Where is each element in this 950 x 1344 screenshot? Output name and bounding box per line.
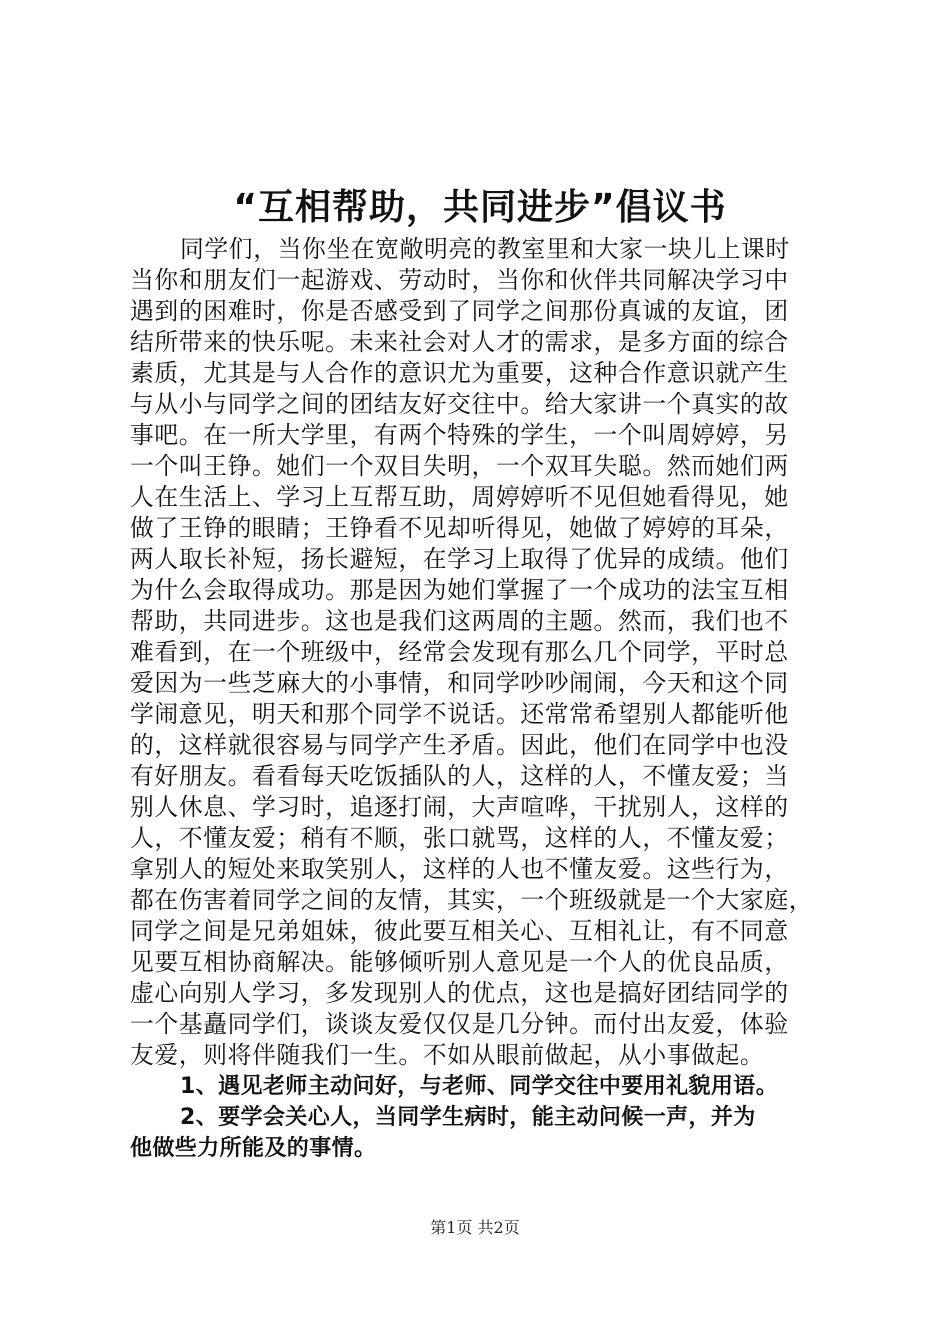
paragraph-line: 素质，尤其是与人合作的意识尤为重要，这种合作意识就产生 (130, 359, 789, 387)
paragraph-line: 帮助，共同进步。这也是我们这两周的主题。然而，我们也不 (130, 607, 789, 635)
paragraph-line: 爱因为一些芝麻大的小事情，和同学吵吵闹闹，今天和这个同 (130, 669, 789, 697)
paragraph-line: 的，这样就很容易与同学产生矛盾。因此，他们在同学中也没 (130, 731, 789, 759)
paragraph-line: 做了王铮的眼睛；王铮看不见却听得见，她做了婷婷的耳朵， (130, 514, 789, 542)
paragraph-line: 与从小与同学之间的团结友好交往中。给大家讲一个真实的故 (130, 390, 789, 418)
document-title: “互相帮助，共同进步”倡议书 (233, 187, 727, 228)
paragraph-line: 见要互相协商解决。能够倾听别人意见是一个人的优良品质， (130, 948, 789, 976)
paragraph-line: 两人取长补短，扬长避短，在学习上取得了优异的成绩。他们 (130, 545, 789, 573)
paragraph-line: 事吧。在一所大学里，有两个特殊的学生，一个叫周婷婷，另 (130, 421, 789, 449)
paragraph-line: 人在生活上、学习上互帮互助，周婷婷听不见但她看得见，她 (130, 483, 789, 511)
paragraph-line: 别人休息、学习时，追逐打闹，大声喧哗，干扰别人，这样的 (130, 793, 789, 821)
paragraph-line: 都在伤害着同学之间的友情，其实，一个班级就是一个大家庭， (130, 886, 814, 914)
paragraph-line: 同学之间是兄弟姐妹，彼此要互相关心、互相礼让，有不同意 (130, 917, 789, 945)
paragraph-line: 友爱，则将伴随我们一生。不如从眼前做起，从小事做起。 (130, 1041, 765, 1069)
paragraph-line: 为什么会取得成功。那是因为她们掌握了一个成功的法宝互相 (130, 576, 789, 604)
paragraph-line: 结所带来的快乐呢。未来社会对人才的需求，是多方面的综合 (130, 328, 789, 356)
paragraph-line: 一个基矗同学们，谈谈友爱仅仅是几分钟。而付出友爱，体验 (130, 1010, 789, 1038)
paragraph-line: 人，不懂友爱；稍有不顺，张口就骂，这样的人，不懂友爱； (130, 824, 789, 852)
paragraph-line: 同学们，当你坐在宽敞明亮的教室里和大家一块儿上课时 (180, 235, 790, 263)
paragraph-line: 一个叫王铮。她们一个双目失明，一个双耳失聪。然而她们两 (130, 452, 789, 480)
paragraph-line: 虚心向别人学习，多发现别人的优点，这也是搞好团结同学的 (130, 979, 789, 1007)
document-body (130, 234, 830, 1164)
paragraph-line: 遇到的困难时，你是否感受到了同学之间那份真诚的友谊，团 (130, 297, 789, 325)
paragraph-line: 当你和朋友们一起游戏、劳动时，当你和伙伴共同解决学习中 (130, 266, 789, 294)
paragraph-line: 拿别人的短处来取笑别人，这样的人也不懂友爱。这些行为， (130, 855, 789, 883)
paragraph-line: 难看到，在一个班级中，经常会发现有那么几个同学，平时总 (130, 638, 789, 666)
list-item-2-line-1: 2、要学会关心人，当同学生病时，能主动问候一声，并为 (180, 1105, 756, 1130)
list-item-1: 1、遇见老师主动问好，与老师、同学交往中要用礼貌用语。 (180, 1074, 779, 1099)
paragraph-line: 有好朋友。看看每天吃饭插队的人，这样的人，不懂友爱；当 (130, 762, 789, 790)
page-footer: 第1页 共2页 (430, 1218, 520, 1237)
paragraph-line: 学闹意见，明天和那个同学不说话。还常常希望别人都能听他 (130, 700, 789, 728)
list-item-2-line-2: 他做些力所能及的事情。 (130, 1136, 377, 1161)
